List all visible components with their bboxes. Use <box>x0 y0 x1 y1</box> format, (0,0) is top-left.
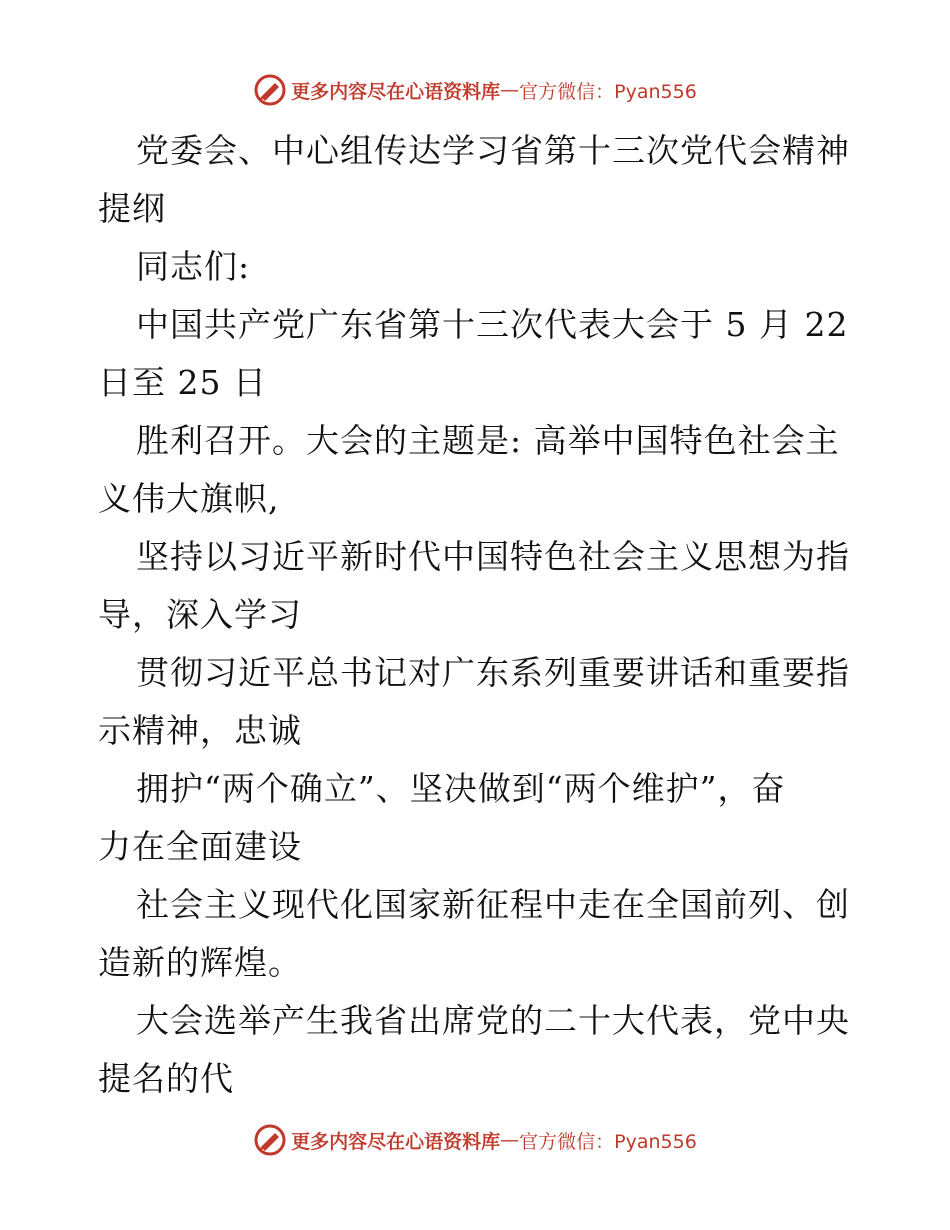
document-body <box>98 122 850 1108</box>
pen-logo-icon <box>253 1123 287 1157</box>
document-line: 贯彻习近平总书记对广东系列重要讲话和重要指 <box>136 653 850 692</box>
watermark-text: 更多内容尽在心语资料库 <box>291 80 501 103</box>
document-line: 提纲 <box>98 189 166 228</box>
document-line: 造新的辉煌。 <box>98 943 302 982</box>
pen-logo-icon <box>253 73 287 107</box>
document-line: 社会主义现代化国家新征程中走在全国前列、创 <box>136 885 850 924</box>
document-line: 胜利召开。大会的主题是: 高举中国特色社会主 <box>136 421 840 460</box>
document-line: 同志们: <box>136 247 251 286</box>
document-line: 大会选举产生我省出席党的二十大代表，党中央 <box>136 1001 850 1040</box>
footer-watermark-banner <box>0 1120 950 1160</box>
document-line: 坚持以习近平新时代中国特色社会主义思想为指 <box>136 537 850 576</box>
watermark-dash: — <box>500 79 520 101</box>
document-line: 义伟大旗帜, <box>98 479 280 518</box>
header-watermark-banner <box>0 70 950 110</box>
document-line: 提名的代 <box>98 1059 234 1098</box>
document-line: 力在全面建设 <box>98 827 302 866</box>
watermark-dash: — <box>500 1129 520 1151</box>
document-line: 中国共产党广东省第十三次代表大会于 5 月 22 <box>136 305 849 344</box>
watermark-contact: 官方微信：Pyan556 <box>519 1130 697 1153</box>
document-line: 日至 25 日 <box>98 363 267 402</box>
watermark-contact: 官方微信：Pyan556 <box>519 80 697 103</box>
watermark-text: 更多内容尽在心语资料库 <box>291 1130 501 1153</box>
document-line: 导，深入学习 <box>98 595 302 634</box>
document-line: 示精神，忠诚 <box>98 711 302 750</box>
document-line: 拥护“两个确立”、坚决做到“两个维护”，奋 <box>136 769 786 808</box>
document-line: 党委会、中心组传达学习省第十三次党代会精神 <box>136 131 850 170</box>
